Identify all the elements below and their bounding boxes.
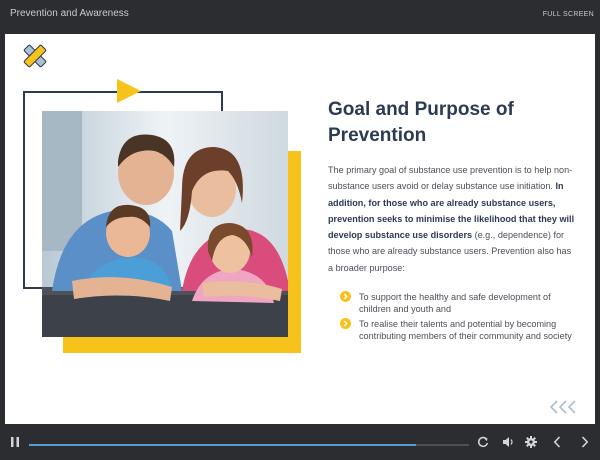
next-slide-button[interactable] [576,424,594,460]
player-title-bar [0,0,600,34]
pause-button[interactable] [6,424,24,460]
pause-icon [11,437,19,447]
slide-canvas [5,34,595,424]
chevron-right-icon [581,436,589,448]
course-title: Prevention and Awareness [10,8,129,19]
replay-button[interactable] [474,424,492,460]
chevron-left-icon [553,436,561,448]
settings-button[interactable] [522,424,540,460]
purpose-list [340,291,580,345]
list-item [340,318,580,342]
paragraph-bold-text: In addition, for those who are already substance users, prevention seeks to minimise the likelihood that they will develop substance use disorders [328,181,575,241]
decorative-yellow-triangle [117,79,141,103]
paragraph-text-start: The primary goal of substance use prevention is to help non-substance users avoid or delay substance use initiation. [328,165,573,192]
x-logo-icon [22,43,48,69]
family-photo [42,111,288,337]
list-item-text: To realise their talents and potential by becoming contributing members of their community and society [359,319,572,341]
volume-button[interactable] [499,424,517,460]
slide-paragraph [328,162,578,276]
slide-heading: Goal and Purpose of Prevention [328,99,514,146]
paragraph-text-end: (e.g., dependence) for those who are already substance users. Prevention also has a broader purpose: [328,230,572,273]
replay-icon [477,436,489,448]
gear-icon [525,436,537,448]
seek-bar[interactable] [29,444,469,446]
volume-icon [502,436,515,448]
player-controls [0,424,600,460]
fullscreen-button[interactable]: FULL SCREEN [542,11,594,18]
list-item-text: To support the healthy and safe development of children and youth and [359,292,551,314]
chevron-right-circle-icon [340,291,351,302]
chevron-right-circle-icon [340,318,351,329]
previous-slide-button[interactable] [548,424,566,460]
seek-bar-fill [29,444,416,446]
list-item [340,291,580,315]
triple-chevron-left-icon[interactable] [549,400,579,414]
